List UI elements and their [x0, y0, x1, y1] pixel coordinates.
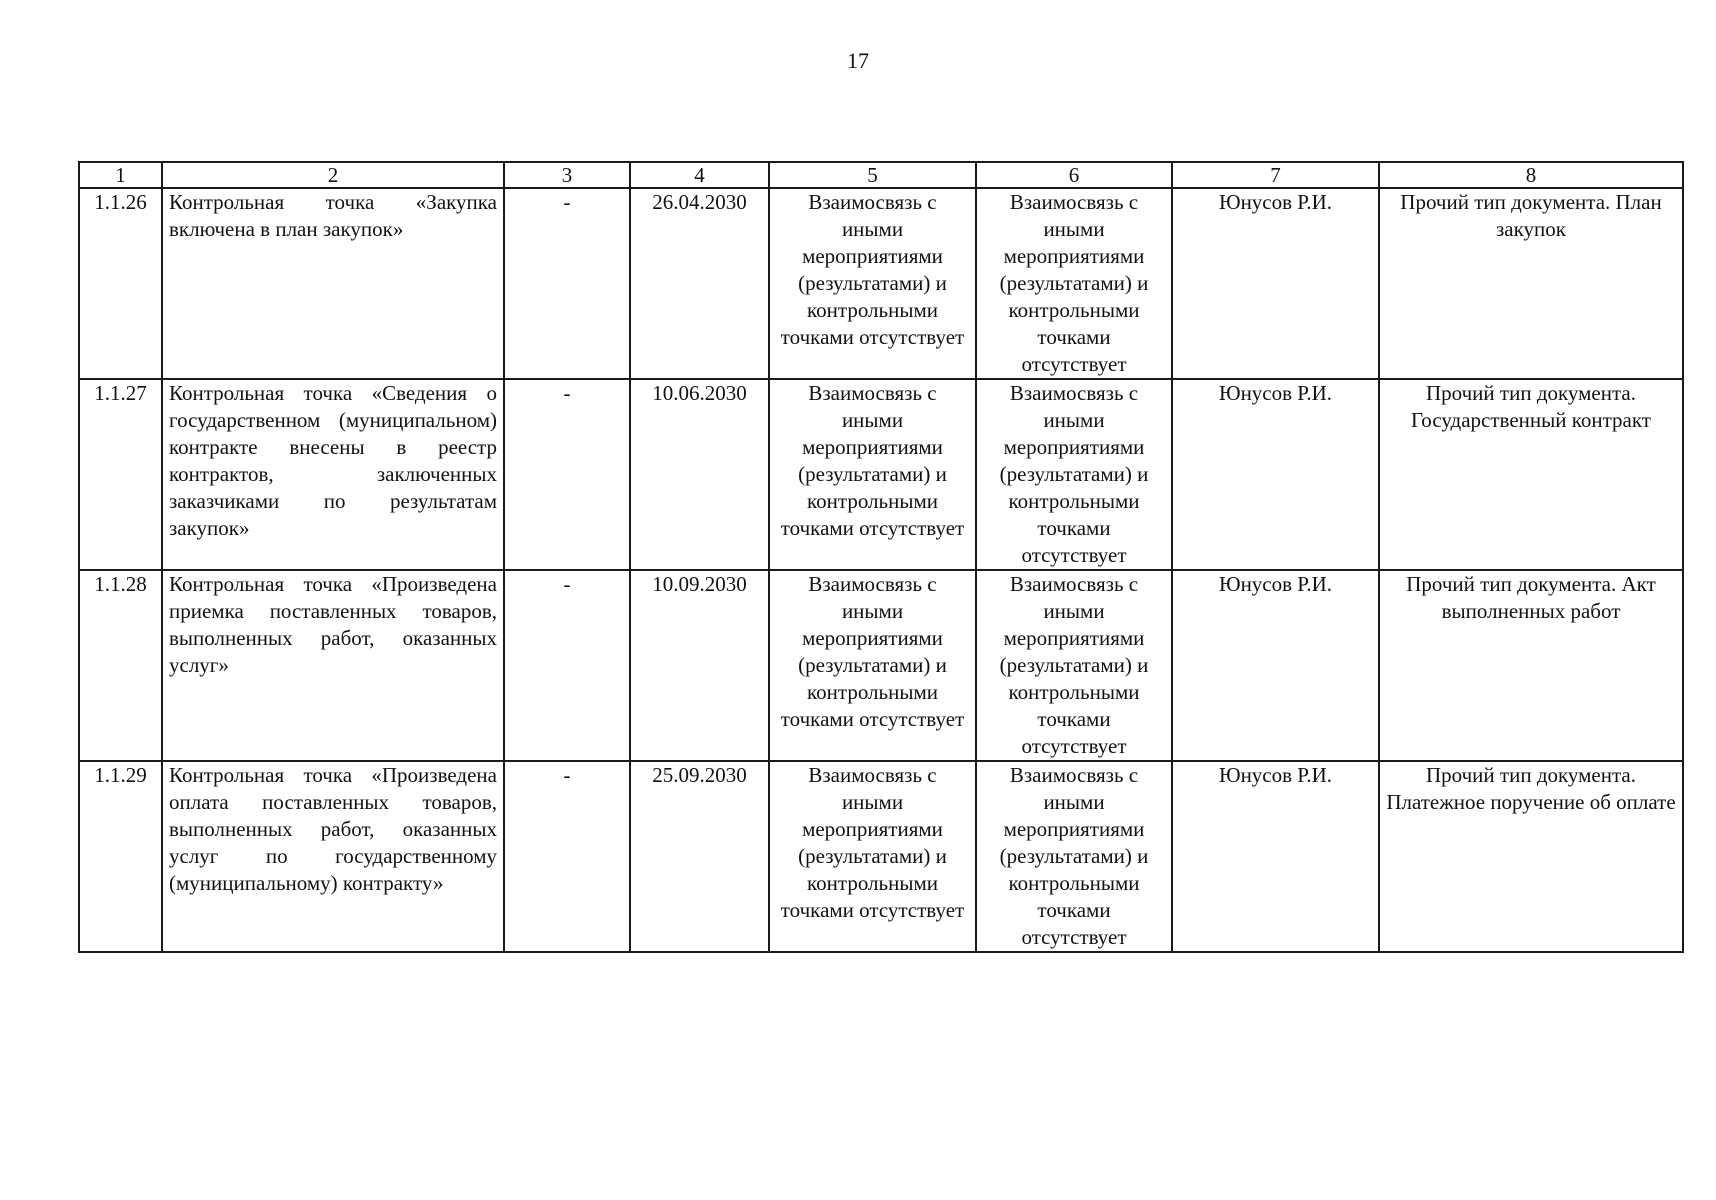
table-row — [79, 570, 1683, 761]
due-date: 25.09.2030 — [630, 761, 769, 952]
table-row — [79, 379, 1683, 570]
relation-text: Взаимосвязь с иными мероприятиями (результатами) и контрольными точками отсутствует — [769, 761, 976, 952]
due-date: 10.09.2030 — [630, 570, 769, 761]
relation-text: Взаимосвязь с иными мероприятиями (результатами) и контрольными точками отсутствует — [976, 761, 1172, 952]
header-cell: 2 — [162, 162, 504, 188]
control-point-name: Контрольная точка «Произведена оплата поставленных товаров, выполненных работ, оказанных услуг по государственному (муниципальному) контракту» — [162, 761, 504, 952]
relation-text: Взаимосвязь с иными мероприятиями (результатами) и контрольными точками отсутствует — [976, 188, 1172, 379]
control-point-name: Контрольная точка «Сведения о государственном (муниципальном) контракте внесены в реестр контрактов, заключенных заказчиками по результатам закупок» — [162, 379, 504, 570]
relation-text: Взаимосвязь с иными мероприятиями (результатами) и контрольными точками отсутствует — [769, 188, 976, 379]
relation-text: Взаимосвязь с иными мероприятиями (результатами) и контрольными точками отсутствует — [769, 570, 976, 761]
header-cell: 1 — [79, 162, 162, 188]
control-point-name: Контрольная точка «Закупка включена в план закупок» — [162, 188, 504, 379]
row-number: 1.1.26 — [79, 188, 162, 379]
col3-value: - — [504, 570, 630, 761]
col3-value: - — [504, 188, 630, 379]
document-type: Прочий тип документа. Государственный контракт — [1379, 379, 1683, 570]
relation-text: Взаимосвязь с иными мероприятиями (результатами) и контрольными точками отсутствует — [769, 379, 976, 570]
control-point-name: Контрольная точка «Произведена приемка поставленных товаров, выполненных работ, оказанных услуг» — [162, 570, 504, 761]
table-row — [79, 761, 1683, 952]
responsible-person: Юнусов Р.И. — [1172, 188, 1379, 379]
relation-text: Взаимосвязь с иными мероприятиями (результатами) и контрольными точками отсутствует — [976, 379, 1172, 570]
header-cell: 5 — [769, 162, 976, 188]
row-number: 1.1.29 — [79, 761, 162, 952]
row-number: 1.1.27 — [79, 379, 162, 570]
relation-text: Взаимосвязь с иными мероприятиями (результатами) и контрольными точками отсутствует — [976, 570, 1172, 761]
header-cell: 4 — [630, 162, 769, 188]
table-row — [79, 188, 1683, 379]
header-row — [79, 162, 1683, 188]
header-cell: 6 — [976, 162, 1172, 188]
header-cell: 7 — [1172, 162, 1379, 188]
due-date: 10.06.2030 — [630, 379, 769, 570]
col3-value: - — [504, 761, 630, 952]
responsible-person: Юнусов Р.И. — [1172, 761, 1379, 952]
document-type: Прочий тип документа. Платежное поручение об оплате — [1379, 761, 1683, 952]
document-type: Прочий тип документа. Акт выполненных работ — [1379, 570, 1683, 761]
header-cell: 8 — [1379, 162, 1683, 188]
responsible-person: Юнусов Р.И. — [1172, 379, 1379, 570]
responsible-person: Юнусов Р.И. — [1172, 570, 1379, 761]
document-type: Прочий тип документа. План закупок — [1379, 188, 1683, 379]
page-number: 17 — [847, 48, 869, 73]
control-points-table — [78, 161, 1684, 953]
row-number: 1.1.28 — [79, 570, 162, 761]
col3-value: - — [504, 379, 630, 570]
header-cell: 3 — [504, 162, 630, 188]
due-date: 26.04.2030 — [630, 188, 769, 379]
